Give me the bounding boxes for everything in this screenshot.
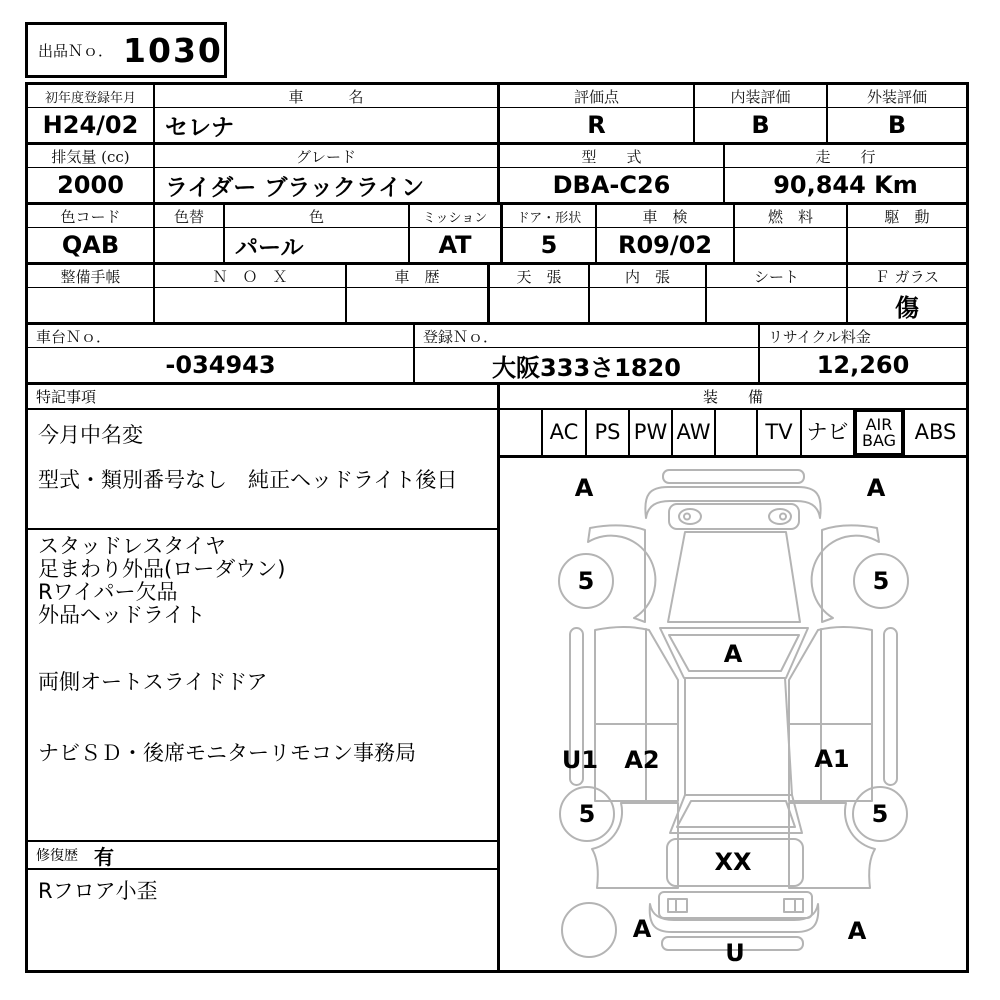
field-grade: [155, 145, 500, 202]
inspection-value: R09/02: [617, 231, 713, 259]
field-color-change: [155, 205, 225, 262]
mileage-value: 90,844 Km: [773, 171, 918, 199]
damage-marker-right-door: A1: [814, 745, 850, 773]
lot-number-box: [25, 22, 227, 78]
service-book-label: 整備手帳: [28, 265, 153, 288]
color-label: 色: [225, 205, 408, 228]
row-servicebook-nox-trim: [28, 265, 966, 325]
hood: [668, 532, 800, 622]
color-change-value: [155, 228, 223, 262]
registration-no-value: 大阪333さ1820: [492, 353, 681, 382]
damage-marker-left-sill: U1: [561, 746, 599, 774]
damage-marker-rear-right-corner: A: [847, 917, 867, 945]
field-exterior-grade: [828, 85, 966, 142]
mileage-label: 走 行: [725, 145, 966, 168]
damage-marker-rear-bumper: U: [725, 939, 745, 967]
damage-diagram: [500, 458, 966, 970]
field-inspection: [597, 205, 735, 262]
spare-tire: [562, 903, 616, 957]
field-chassis-no: [28, 325, 415, 382]
color-code-label: 色コード: [28, 205, 153, 228]
rear-right-lamp: [784, 899, 803, 912]
field-history: [347, 265, 490, 322]
row-displacement-grade-model: [28, 145, 966, 205]
exterior-grade-label: 外装評価: [828, 85, 966, 108]
service-book-value: [28, 288, 153, 322]
left-quarter-panel: [592, 803, 678, 888]
field-front-glass: [848, 265, 966, 322]
left-headlight-bulb: [684, 514, 690, 520]
bottom-content: [28, 385, 966, 970]
damage-marker-front-right-corner: A: [866, 474, 886, 502]
special-notes-header: 特記事項: [28, 385, 497, 410]
damage-marker-rear-right-wheel: 5: [871, 800, 889, 828]
equipment-cell-abs: ABS: [914, 420, 957, 444]
left-doors: [595, 627, 678, 801]
note-line: 型式・類別番号なし 純正ヘッドライト後日: [38, 468, 458, 492]
registration-no-label: 登録Ｎｏ．: [415, 325, 758, 348]
car-name-label: 車 名: [155, 85, 497, 108]
field-doors: [503, 205, 597, 262]
field-service-book: [28, 265, 155, 322]
color-change-label: 色替: [155, 205, 223, 228]
note-line: 外品ヘッドライト: [38, 603, 206, 627]
equipment-diagram-panel: [500, 385, 966, 970]
note-line: 今月中名変: [38, 423, 143, 447]
fuel-value: [735, 228, 846, 262]
field-registration-no: [415, 325, 760, 382]
field-first-registration: [28, 85, 155, 142]
field-transmission: [410, 205, 503, 262]
field-mileage: [725, 145, 966, 202]
note-line: Rワイパー欠品: [38, 580, 178, 604]
displacement-value: 2000: [57, 171, 124, 199]
equipment-cell-ac: AC: [543, 410, 587, 455]
nox-label: Ｎ Ｏ Ｘ: [155, 265, 345, 288]
special-notes-section1: [28, 410, 497, 530]
chassis-no-label: 車台Ｎｏ．: [28, 325, 413, 348]
interior-trim-label: 内 張: [590, 265, 705, 288]
field-model-code: [500, 145, 725, 202]
history-value: [347, 288, 487, 322]
special-notes-section2: [28, 530, 497, 842]
equipment-cell-aw: AW: [673, 410, 716, 455]
equipment-cell-pw: PW: [630, 410, 673, 455]
inspection-label: 車 検: [597, 205, 733, 228]
damage-marker-left-door: A2: [624, 746, 660, 774]
doors-value: 5: [540, 231, 558, 259]
lot-number-value: 1030: [123, 30, 223, 70]
front-bumper: [645, 487, 820, 518]
chassis-no-value: -034943: [165, 351, 276, 379]
drive-label: 駆 動: [848, 205, 966, 228]
field-nox: [155, 265, 347, 322]
right-doors: [789, 627, 872, 801]
interior-trim-value: [590, 288, 705, 322]
rear-left-lamp: [668, 899, 687, 912]
field-color: [225, 205, 410, 262]
front-top-strip: [663, 470, 804, 483]
right-headlight-bulb: [780, 514, 786, 520]
damage-marker-front-right-wheel: 5: [872, 567, 890, 595]
field-recycle-fee: [760, 325, 966, 382]
right-front-fender: [812, 525, 879, 622]
field-seat: [707, 265, 848, 322]
field-score: [500, 85, 695, 142]
equipment-header: 装 備: [500, 385, 966, 410]
field-car-name: [155, 85, 500, 142]
field-headliner: [490, 265, 590, 322]
transmission-label: ミッション: [410, 205, 500, 228]
note-line: 足まわり外品(ローダウン): [38, 557, 286, 581]
headliner-label: 天 張: [490, 265, 588, 288]
rear-light-panel: [659, 892, 812, 918]
fuel-label: 燃 料: [735, 205, 846, 228]
vehicle-info-table: [25, 82, 969, 973]
row-color-mission-inspection: [28, 205, 966, 265]
damage-marker-front-left-corner: A: [574, 474, 594, 502]
row-chassis-registration-recycle: [28, 325, 966, 385]
headliner-value: [490, 288, 588, 322]
right-sill: [884, 628, 897, 785]
field-fuel: [735, 205, 848, 262]
damage-marker-cowl: A: [723, 640, 743, 668]
note-line: ナビＳＤ・後席モニターリモコン事務局: [38, 741, 416, 765]
doors-label: ドア・形状: [503, 205, 595, 228]
front-glass-label: Ｆ ガラス: [848, 265, 966, 288]
note-line: スタッドレスタイヤ: [38, 534, 226, 558]
left-front-fender: [588, 525, 655, 622]
special-notes-panel: [28, 385, 500, 970]
repair-history-label: 修復歴: [36, 848, 78, 864]
row-registration-name-grades: [28, 85, 966, 145]
grade-label: グレード: [155, 145, 497, 168]
front-glass-value: 傷: [895, 293, 919, 322]
color-value: パール: [235, 234, 304, 261]
transmission-value: AT: [438, 231, 472, 259]
seat-value: [707, 288, 846, 322]
model-code-label: 型 式: [500, 145, 723, 168]
displacement-label: 排気量 (cc): [28, 145, 153, 168]
drive-value: [848, 228, 966, 262]
first-registration-value: H24/02: [42, 111, 139, 139]
history-label: 車 歴: [347, 265, 487, 288]
repair-history-value: 有: [94, 844, 114, 869]
car-top-view-svg: [500, 458, 966, 970]
equipment-cell-empty-1: [500, 410, 543, 455]
interior-grade-value: B: [751, 111, 770, 139]
damage-marker-rear-gate: XX: [714, 848, 752, 876]
color-code-value: QAB: [61, 231, 120, 259]
lot-number-label: 出品Ｎｏ．: [38, 41, 114, 60]
equipment-cell-ps: PS: [587, 410, 630, 455]
equipment-cell-tv: TV: [758, 410, 802, 455]
score-value: R: [587, 111, 606, 139]
equipment-cell-airbag: AIR BAG: [855, 410, 905, 455]
field-color-code: [28, 205, 155, 262]
field-interior-grade: [695, 85, 828, 142]
interior-grade-label: 内装評価: [695, 85, 826, 108]
damage-marker-front-left-wheel: 5: [577, 567, 595, 595]
car-name-value: セレナ: [165, 114, 234, 141]
recycle-fee-value: 12,260: [816, 351, 910, 379]
grade-value: ライダー ブラックライン: [165, 174, 425, 201]
exterior-grade-value: B: [887, 111, 907, 139]
equipment-cell-navi: ナビ: [802, 410, 855, 455]
seat-label: シート: [707, 265, 846, 288]
field-drive: [848, 205, 966, 262]
note-line: 両側オートスライドドア: [38, 670, 268, 694]
roof: [685, 678, 792, 795]
field-interior-trim: [590, 265, 707, 322]
field-displacement: [28, 145, 155, 202]
nox-value: [155, 288, 345, 322]
recycle-fee-label: リサイクル料金: [760, 325, 966, 348]
score-label: 評価点: [500, 85, 693, 108]
model-code-value: DBA-C26: [552, 171, 671, 199]
equipment-row: [500, 410, 966, 458]
rear-window-inner: [677, 801, 795, 827]
first-registration-label: 初年度登録年月: [28, 85, 153, 108]
equipment-cell-empty-2: [716, 410, 758, 455]
repair-note: Rフロア小歪: [38, 879, 158, 903]
damage-marker-rear-left-wheel: 5: [578, 800, 596, 828]
repair-history-row: [28, 842, 497, 870]
damage-marker-rear-left-corner: A: [632, 915, 652, 943]
